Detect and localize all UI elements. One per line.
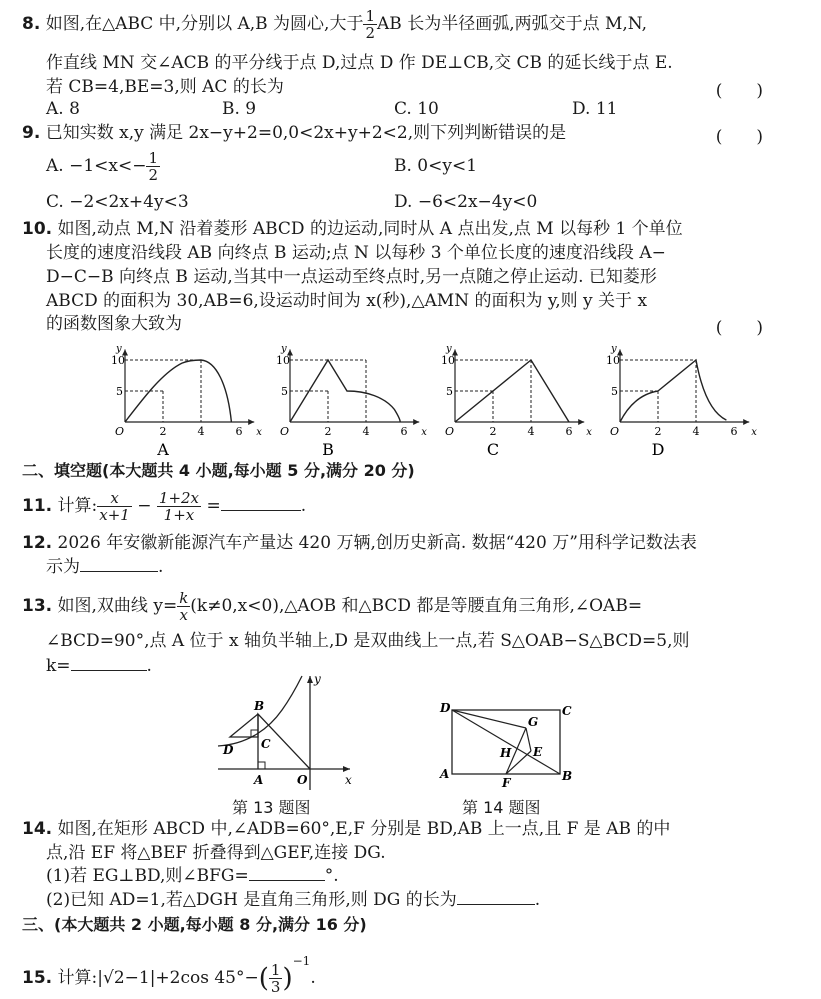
q9-answer-paren: ( ): [715, 127, 763, 147]
q8-line2: 作直线 MN 交∠ACB 的平分线于点 D,过点 D 作 DE⊥CB,交 CB 的延长线于点 E.: [46, 53, 673, 73]
q10-tick-x6: 6: [730, 425, 738, 438]
q10-tick-x4: 4: [362, 425, 370, 438]
q10-tick-x6: 6: [400, 425, 408, 438]
q9-option-c: C. −2<2x+4y<3: [46, 192, 189, 212]
q10-graph-c: [441, 343, 592, 459]
q10-origin: O: [280, 425, 290, 438]
q13-line1: 13. 如图,双曲线 y= $\frac{k}{x}$ (k≠0,x<0),△AOB 和△BCD 都是等腰直角三角形,∠OAB=: [22, 589, 643, 624]
q10-graph-b: [276, 343, 427, 459]
q14-sub2-blank[interactable]: [457, 904, 535, 905]
q10-tick-x6: 6: [565, 425, 573, 438]
q8-line1: 8. 如图,在△ABC 中,分别以 A,B 为圆心,大于 $\frac{1}{2}$ AB 长为半径画弧,两弧交于点 M,N,: [22, 7, 647, 42]
q14-line2: 点,沿 EF 将△BEF 折叠得到△GEF,连接 DG.: [46, 843, 386, 863]
q10-axis-x: x: [421, 427, 427, 438]
q10-tick-y10: 10: [441, 354, 455, 367]
fig14-label-e: E: [533, 745, 543, 759]
q10-axis-y: y: [611, 343, 617, 355]
q9-line: 9. 已知实数 x,y 满足 2x−y+2=0,0<2x+y+2<2,则下列判断错误的是: [22, 123, 567, 143]
q14-number: 14.: [22, 819, 53, 839]
q10-tick-x4: 4: [692, 425, 700, 438]
q12-line2: 示为 .: [46, 557, 164, 577]
q12-answer-blank[interactable]: [80, 571, 158, 572]
q13-figure-caption: 第 13 题图: [232, 798, 311, 817]
q11-number: 11.: [22, 496, 53, 516]
q12-number: 12.: [22, 533, 53, 553]
q8-answer-paren: ( ): [715, 81, 763, 101]
q13-figure: [210, 672, 360, 792]
q10-axis-x: x: [256, 427, 262, 438]
q8-fraction: $\frac{1}{2}$: [365, 7, 376, 42]
q10-graph-d: [606, 343, 757, 459]
q13-answer-blank[interactable]: [71, 670, 147, 671]
q10-tick-y5: 5: [116, 385, 123, 398]
q8-number: 8.: [22, 14, 41, 34]
q10-tick-y10: 10: [111, 354, 125, 367]
q10-axis-y: y: [281, 343, 287, 355]
q12-line1: 12. 2026 年安徽新能源汽车产量达 420 万辆,创历史新高. 数据“420 万”用科学记数法表: [22, 533, 697, 553]
fig14-label-g: G: [528, 715, 539, 729]
q13-line2: ∠BCD=90°,点 A 位于 x 轴负半轴上,D 是双曲线上一点,若 S△OAB−S△BCD=5,则: [46, 631, 690, 651]
q10-tick-x6: 6: [235, 425, 243, 438]
fig13-label-d: D: [223, 743, 234, 757]
q10-line2: 长度的速度沿线段 AB 向终点 B 运动;点 N 以每秒 3 个单位长度的速度沿线段 A−: [46, 243, 666, 263]
q10-axis-x: x: [751, 427, 757, 438]
q9-option-b: B. 0<y<1: [394, 156, 478, 176]
section-2-heading: 二、填空题(本大题共 4 小题,每小题 5 分,满分 20 分): [22, 461, 415, 480]
fig13-label-x: x: [345, 773, 352, 787]
q10-axis-y: y: [446, 343, 452, 355]
fig14-label-a: A: [440, 767, 450, 781]
q10-axis-x: x: [586, 427, 592, 438]
q9-number: 9.: [22, 123, 41, 143]
q10-graph-options: [0, 330, 821, 460]
q11-answer-blank[interactable]: [221, 510, 301, 511]
fig14-label-c: C: [562, 704, 572, 718]
q10-graph-a: [111, 343, 262, 459]
q10-graph-label: D: [651, 440, 665, 459]
q10-number: 10.: [22, 219, 53, 239]
fig13-label-y: y: [314, 672, 321, 686]
q15-line: 15. 计算:|√2−1|+2cos 45°−( $\frac{1}{3}$ )$^{-1}$.: [22, 954, 316, 996]
q14-figure-caption: 第 14 题图: [462, 798, 541, 817]
q10-tick-x2: 2: [489, 425, 497, 438]
q9-option-d: D. −6<2x−4y<0: [394, 192, 538, 212]
q10-tick-y10: 10: [606, 354, 620, 367]
q10-line5: 的函数图象大致为: [46, 314, 182, 334]
q10-tick-y5: 5: [611, 385, 618, 398]
q13-number: 13.: [22, 596, 53, 616]
q10-line4: ABCD 的面积为 30,AB=6,设运动时间为 x(秒),△AMN 的面积为 y,则 y 关于 x: [46, 291, 648, 311]
q10-graph-label: C: [486, 440, 500, 459]
q10-origin: O: [610, 425, 620, 438]
q10-tick-y5: 5: [281, 385, 288, 398]
q10-tick-y5: 5: [446, 385, 453, 398]
q9-option-a: A. −1<x<− $\frac{1}{2}$: [46, 149, 159, 184]
q13-line3: k= .: [46, 656, 152, 676]
q14-sub1: (1)若 EG⊥BD,则∠BFG= °.: [46, 866, 339, 886]
q10-origin: O: [115, 425, 125, 438]
q8-option-c: C. 10: [394, 99, 439, 119]
fig13-label-c: C: [261, 737, 271, 751]
fig14-label-d: D: [440, 701, 451, 715]
fig13-label-a: A: [254, 773, 264, 787]
q11-line: 11. 计算: $\frac{x}{x+1}$ − $\frac{1+2x}{1+x}$ = .: [22, 489, 307, 524]
q8-option-a: A. 8: [46, 99, 80, 119]
fig14-label-b: B: [562, 769, 573, 783]
q10-tick-x4: 4: [197, 425, 205, 438]
q8-line3: 若 CB=4,BE=3,则 AC 的长为: [46, 77, 284, 97]
q8-option-d: D. 11: [572, 99, 618, 119]
q10-tick-y10: 10: [276, 354, 290, 367]
q10-graph-label: A: [157, 440, 169, 459]
fig13-label-b: B: [254, 699, 265, 713]
q10-tick-x4: 4: [527, 425, 535, 438]
section-3-heading: 三、(本大题共 2 小题,每小题 8 分,满分 16 分): [22, 915, 367, 934]
q10-tick-x2: 2: [654, 425, 662, 438]
q14-sub1-blank[interactable]: [249, 880, 325, 881]
q10-tick-x2: 2: [324, 425, 332, 438]
q10-origin: O: [445, 425, 455, 438]
fig14-label-h: H: [500, 746, 512, 760]
q14-figure: [436, 698, 586, 788]
q10-line3: D−C−B 向终点 B 运动,当其中一点运动至终点时,另一点随之停止运动. 已知菱形: [46, 267, 657, 287]
q10-line1: 10. 如图,动点 M,N 沿着菱形 ABCD 的边运动,同时从 A 点出发,点 M 以每秒 1 个单位: [22, 219, 683, 239]
q15-number: 15.: [22, 968, 53, 988]
q8-option-b: B. 9: [222, 99, 257, 119]
q10-axis-y: y: [116, 343, 122, 355]
fig14-label-f: F: [502, 776, 511, 788]
q10-answer-paren: ( ): [715, 318, 763, 338]
q14-sub2: (2)已知 AD=1,若△DGH 是直角三角形,则 DG 的长为 .: [46, 890, 541, 910]
q10-graph-label: B: [322, 440, 334, 459]
fig13-label-o: O: [297, 773, 308, 787]
q14-line1: 14. 如图,在矩形 ABCD 中,∠ADB=60°,E,F 分别是 BD,AB 上一点,且 F 是 AB 的中: [22, 819, 671, 839]
q10-tick-x2: 2: [159, 425, 167, 438]
